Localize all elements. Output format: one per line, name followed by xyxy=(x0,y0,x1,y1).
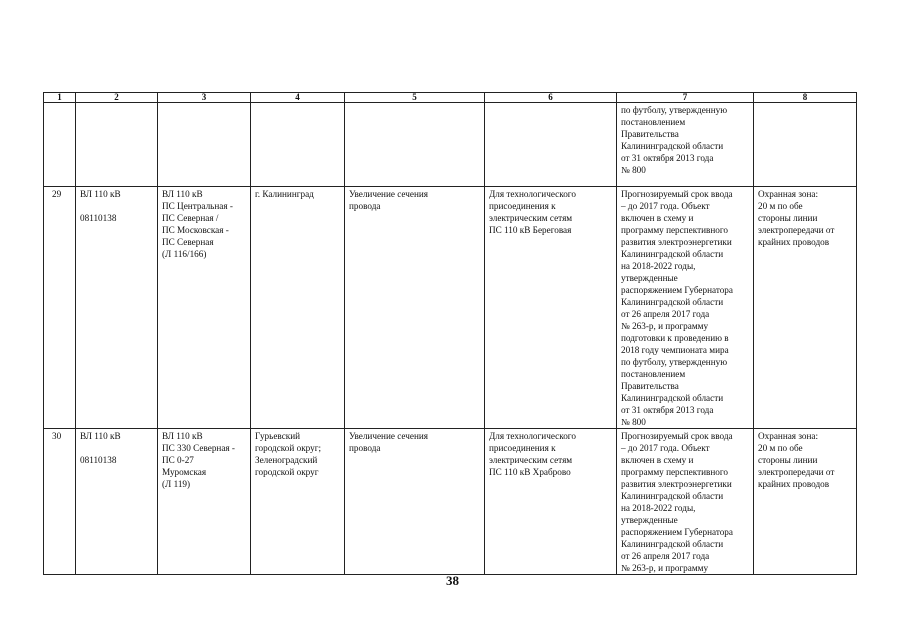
table-cell xyxy=(76,103,158,187)
table-cell-conditions: Прогнозируемый срок ввода – до 2017 года. Объект включен в схему и программу перспективного развития электроэнергетики Калининградской области на 2018-2022 годы, утвержденные распоряжением Губернатора Калининградской области от 26 апреля 2017 года № 263-р, и программу подготовки к проведению в 2018 году чемпионата мира по футболу, утвержденную постановлением Правительства Калининградской области от 31 октября 2013 года № 800 xyxy=(617,187,754,429)
table-row xyxy=(44,187,857,429)
column-header: 4 xyxy=(251,93,345,103)
table-cell xyxy=(345,103,485,187)
table-cell-purpose: Для технологического присоединения к электрическим сетям ПС 110 кВ Храброво xyxy=(485,429,617,575)
column-header: 7 xyxy=(617,93,754,103)
table-cell-work-type: Увеличение сечения провода xyxy=(345,429,485,575)
table-row xyxy=(44,429,857,575)
page-number: 38 xyxy=(446,573,459,588)
table-cell-number: 30 xyxy=(44,429,76,575)
table-cell-object: ВЛ 110 кВ 08110138 xyxy=(76,429,158,575)
column-header: 2 xyxy=(76,93,158,103)
table-header-row xyxy=(44,93,857,103)
column-header: 3 xyxy=(158,93,251,103)
table-cell-location: Гурьевский городской округ; Зеленоградский городской округ xyxy=(251,429,345,575)
table-cell-protection-zone: Охранная зона: 20 м по обе стороны линии электропередачи от крайних проводов xyxy=(754,429,857,575)
table-cell xyxy=(158,103,251,187)
table-cell-purpose: Для технологического присоединения к электрическим сетям ПС 110 кВ Береговая xyxy=(485,187,617,429)
table-cell-location: г. Калининград xyxy=(251,187,345,429)
table-cell-line-name: ВЛ 110 кВ ПС 330 Северная - ПС 0-27 Муромская (Л 119) xyxy=(158,429,251,575)
table-cell-work-type: Увеличение сечения провода xyxy=(345,187,485,429)
table-cell-line-name: ВЛ 110 кВ ПС Центральная - ПС Северная / ПС Московская - ПС Северная (Л 116/166) xyxy=(158,187,251,429)
table-cell xyxy=(44,103,76,187)
table-cell-object: ВЛ 110 кВ 08110138 xyxy=(76,187,158,429)
table-cell xyxy=(251,103,345,187)
table-cell xyxy=(485,103,617,187)
column-header: 5 xyxy=(345,93,485,103)
table-cell xyxy=(754,103,857,187)
table-cell-number: 29 xyxy=(44,187,76,429)
column-header: 1 xyxy=(44,93,76,103)
document-table xyxy=(43,92,857,575)
column-header: 6 xyxy=(485,93,617,103)
table-cell-conditions: Прогнозируемый срок ввода – до 2017 года. Объект включен в схему и программу перспективного развития электроэнергетики Калининградской области на 2018-2022 годы, утвержденные распоряжением Губернатора Калининградской области от 26 апреля 2017 года № 263-р, и программу xyxy=(617,429,754,575)
table-cell-protection-zone: Охранная зона: 20 м по обе стороны линии электропередачи от крайних проводов xyxy=(754,187,857,429)
table-cell-conditions: по футболу, утвержденную постановлением Правительства Калининградской области от 31 октября 2013 года № 800 xyxy=(617,103,754,187)
table-row-continuation xyxy=(44,103,857,187)
column-header: 8 xyxy=(754,93,857,103)
